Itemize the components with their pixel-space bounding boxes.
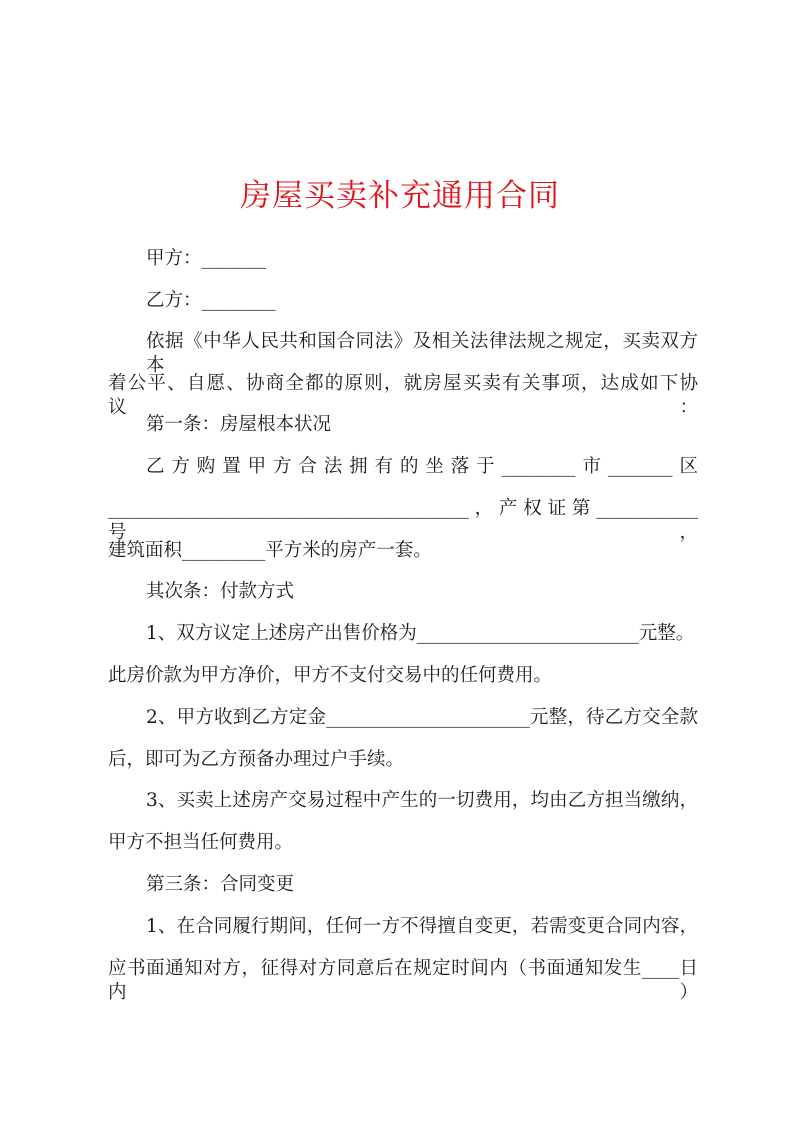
article-heading: 其次条：付款方式 (146, 581, 295, 602)
paragraph-line: 1、在合同履行期间，任何一方不得擅自变更，若需变更合同内容， (146, 916, 698, 937)
paragraph-line: 此房价款为甲方净价，甲方不支付交易中的任何费用。 (108, 665, 553, 686)
paragraph-line: 1、双方议定上述房产出售价格为________________________元整。 (146, 623, 695, 644)
paragraph-line: 依据《中华人民共和国合同法》及相关法律法规之规定，买卖双方本 (146, 331, 698, 376)
article-heading: 第三条：合同变更 (146, 874, 295, 895)
party-a-line: 甲方：_______ (146, 248, 267, 269)
paragraph-line: 应书面通知对方，征得对方同意后在规定时间内（书面通知发生____日内） (108, 958, 698, 1003)
paragraph-line: 甲方不担当任何费用。 (108, 832, 294, 853)
paragraph-line: 后，即可为乙方预备办理过户手续。 (108, 749, 405, 770)
paragraph-line: 乙方购置甲方合法拥有的坐落于________市_______区 (146, 456, 698, 477)
paragraph-line: 2、甲方收到乙方定金______________________元整，待乙方交全款 (146, 707, 698, 728)
party-b-line: 乙方：________ (146, 290, 276, 311)
article-heading: 第一条：房屋根本状况 (146, 414, 332, 435)
paragraph-line: 建筑面积_________平方米的房产一套。 (108, 540, 432, 561)
paragraph-line: 着公平、自愿、协商全都的原则，就房屋买卖有关事项，达成如下协议： (108, 373, 698, 418)
paragraph-line: 3、买卖上述房产交易过程中产生的一切费用，均由乙方担当缴纳， (146, 790, 698, 811)
document-title: 房屋买卖补充通用合同 (240, 178, 560, 214)
paragraph-line: _______________________________________，产权证第___________号， (108, 498, 698, 543)
